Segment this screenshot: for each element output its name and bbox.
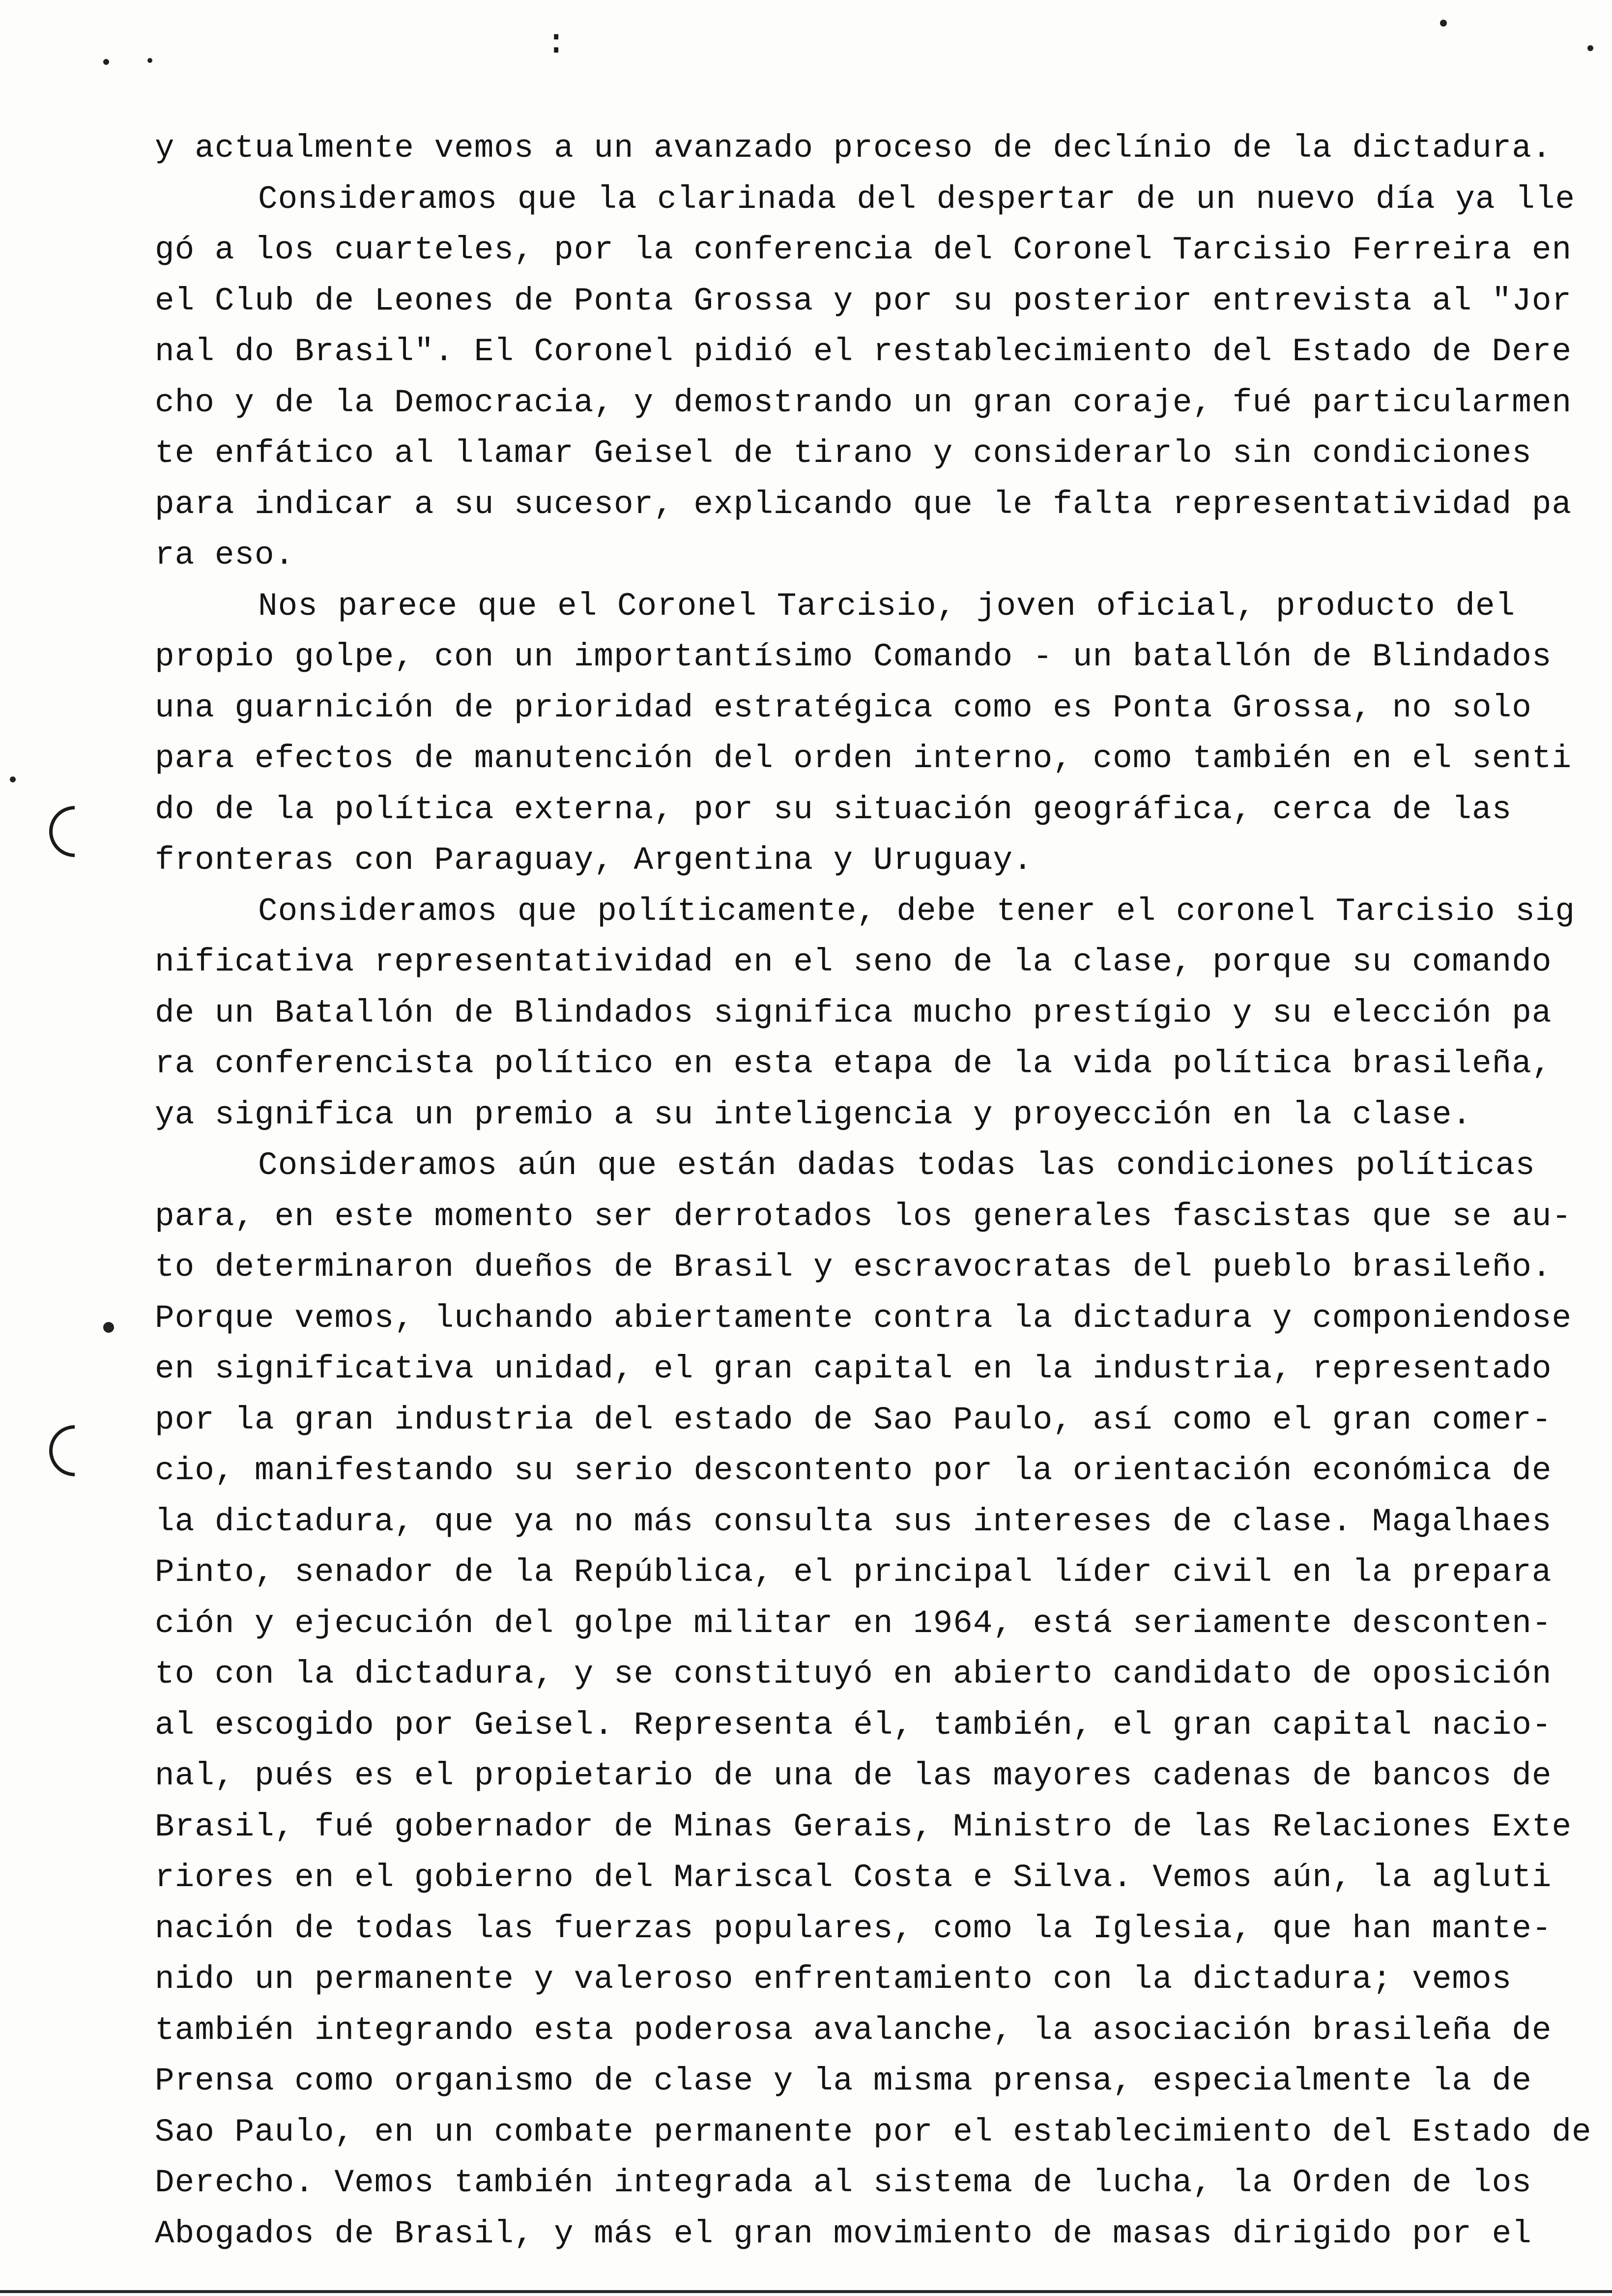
text-line: gó a los cuarteles, por la conferencia del Coronel Tarcisio Ferreira en (155, 231, 1572, 268)
scan-speck (103, 59, 109, 65)
page-mark: : (546, 20, 567, 61)
text-line: Porque vemos, luchando abiertamente contra la dictadura y componiendose (155, 1299, 1572, 1337)
text-line: al escogido por Geisel. Representa él, también, el gran capital nacio- (155, 1706, 1552, 1744)
text-line: para efectos de manutención del orden interno, como también en el senti (155, 740, 1572, 777)
punch-hole-mark (38, 795, 111, 867)
text-line: para, en este momento ser derrotados los generales fascistas que se au- (155, 1198, 1572, 1235)
text-line: ción y ejecución del golpe militar en 1964, está seriamente desconten- (155, 1605, 1552, 1642)
text-line: propio golpe, con un importantísimo Comando - un batallón de Blindados (155, 638, 1552, 675)
text-line: te enfático al llamar Geisel de tirano y considerarlo sin condiciones (155, 435, 1532, 472)
text-line: cio, manifestando su serio descontento por la orientación económica de (155, 1452, 1552, 1489)
typed-text-block (155, 123, 1610, 2259)
text-line: Nos parece que el Coronel Tarcisio, joven oficial, producto del (258, 587, 1516, 625)
text-line: riores en el gobierno del Mariscal Costa e Silva. Vemos aún, la agluti (155, 1859, 1552, 1896)
text-line: para indicar a su sucesor, explicando que le falta representatividad pa (155, 486, 1572, 523)
text-line: también integrando esta poderosa avalanche, la asociación brasileña de (155, 2011, 1552, 2049)
text-line: Prensa como organismo de clase y la misma prensa, especialmente la de (155, 2063, 1532, 2099)
text-line: ya significa un premio a su inteligencia y proyección en la clase. (155, 1096, 1472, 1133)
text-line: Brasil, fué gobernador de Minas Gerais, Ministro de las Relaciones Exte (155, 1808, 1572, 1845)
punch-hole-mark (38, 1414, 111, 1487)
text-line: nido un permanente y valeroso enfrentamiento con la dictadura; vemos (155, 1961, 1512, 1998)
text-line: el Club de Leones de Ponta Grossa y por su posterior entrevista al "Jor (155, 282, 1572, 319)
scan-speck (147, 58, 152, 63)
text-line: de un Batallón de Blindados significa mucho prestígio y su elección pa (155, 994, 1552, 1032)
text-line: Pinto, senador de la República, el principal líder civil en la prepara (155, 1554, 1552, 1591)
scan-speck (1587, 45, 1593, 51)
bottom-edge-line (0, 2290, 1612, 2293)
text-line: Consideramos que políticamente, debe tener el coronel Tarcisio sig (258, 892, 1576, 930)
text-line: Derecho. Vemos también integrada al sistema de lucha, la Orden de los (155, 2164, 1532, 2201)
text-line: Abogados de Brasil, y más el gran movimiento de masas dirigido por el (155, 2215, 1532, 2252)
text-line: la dictadura, que ya no más consulta sus intereses de clase. Magalhaes (155, 1503, 1552, 1540)
text-line: por la gran industria del estado de Sao Paulo, así como el gran comer- (155, 1401, 1552, 1438)
text-line: fronteras con Paraguay, Argentina y Uruguay. (155, 842, 1033, 879)
scan-speck (103, 1322, 114, 1333)
text-line: to con la dictadura, y se constituyó en abierto candidato de oposición (155, 1656, 1552, 1693)
text-line: nal, pués es el propietario de una de las mayores cadenas de bancos de (155, 1757, 1552, 1794)
text-line: Consideramos que la clarinada del despertar de un nuevo día ya lle (258, 180, 1576, 218)
text-line: cho y de la Democracia, y demostrando un gran coraje, fué particularmen (155, 384, 1572, 421)
text-line: to determinaron dueños de Brasil y escravocratas del pueblo brasileño. (155, 1249, 1552, 1286)
text-line: Sao Paulo, en un combate permanente por el establecimiento del Estado de (155, 2113, 1592, 2151)
text-line: nificativa representatividad en el seno de la clase, porque su comando (155, 944, 1552, 980)
text-line: nación de todas las fuerzas populares, como la Iglesia, que han mante- (155, 1910, 1552, 1947)
scan-speck (10, 776, 16, 782)
text-line: una guarnición de prioridad estratégica como es Ponta Grossa, no solo (155, 689, 1532, 726)
text-line: do de la política externa, por su situación geográfica, cerca de las (155, 791, 1512, 828)
text-line: Consideramos aún que están dadas todas las condiciones políticas (258, 1147, 1535, 1184)
text-line: ra eso. (155, 537, 295, 574)
text-line: y actualmente vemos a un avanzado proceso de declínio de la dictadura. (155, 130, 1552, 167)
scan-speck (1440, 20, 1447, 27)
text-line: ra conferencista político en esta etapa de la vida política brasileña, (155, 1045, 1552, 1082)
text-line: nal do Brasil". El Coronel pidió el restablecimiento del Estado de Dere (155, 333, 1572, 370)
text-line: en significativa unidad, el gran capital en la industria, representado (155, 1350, 1552, 1387)
